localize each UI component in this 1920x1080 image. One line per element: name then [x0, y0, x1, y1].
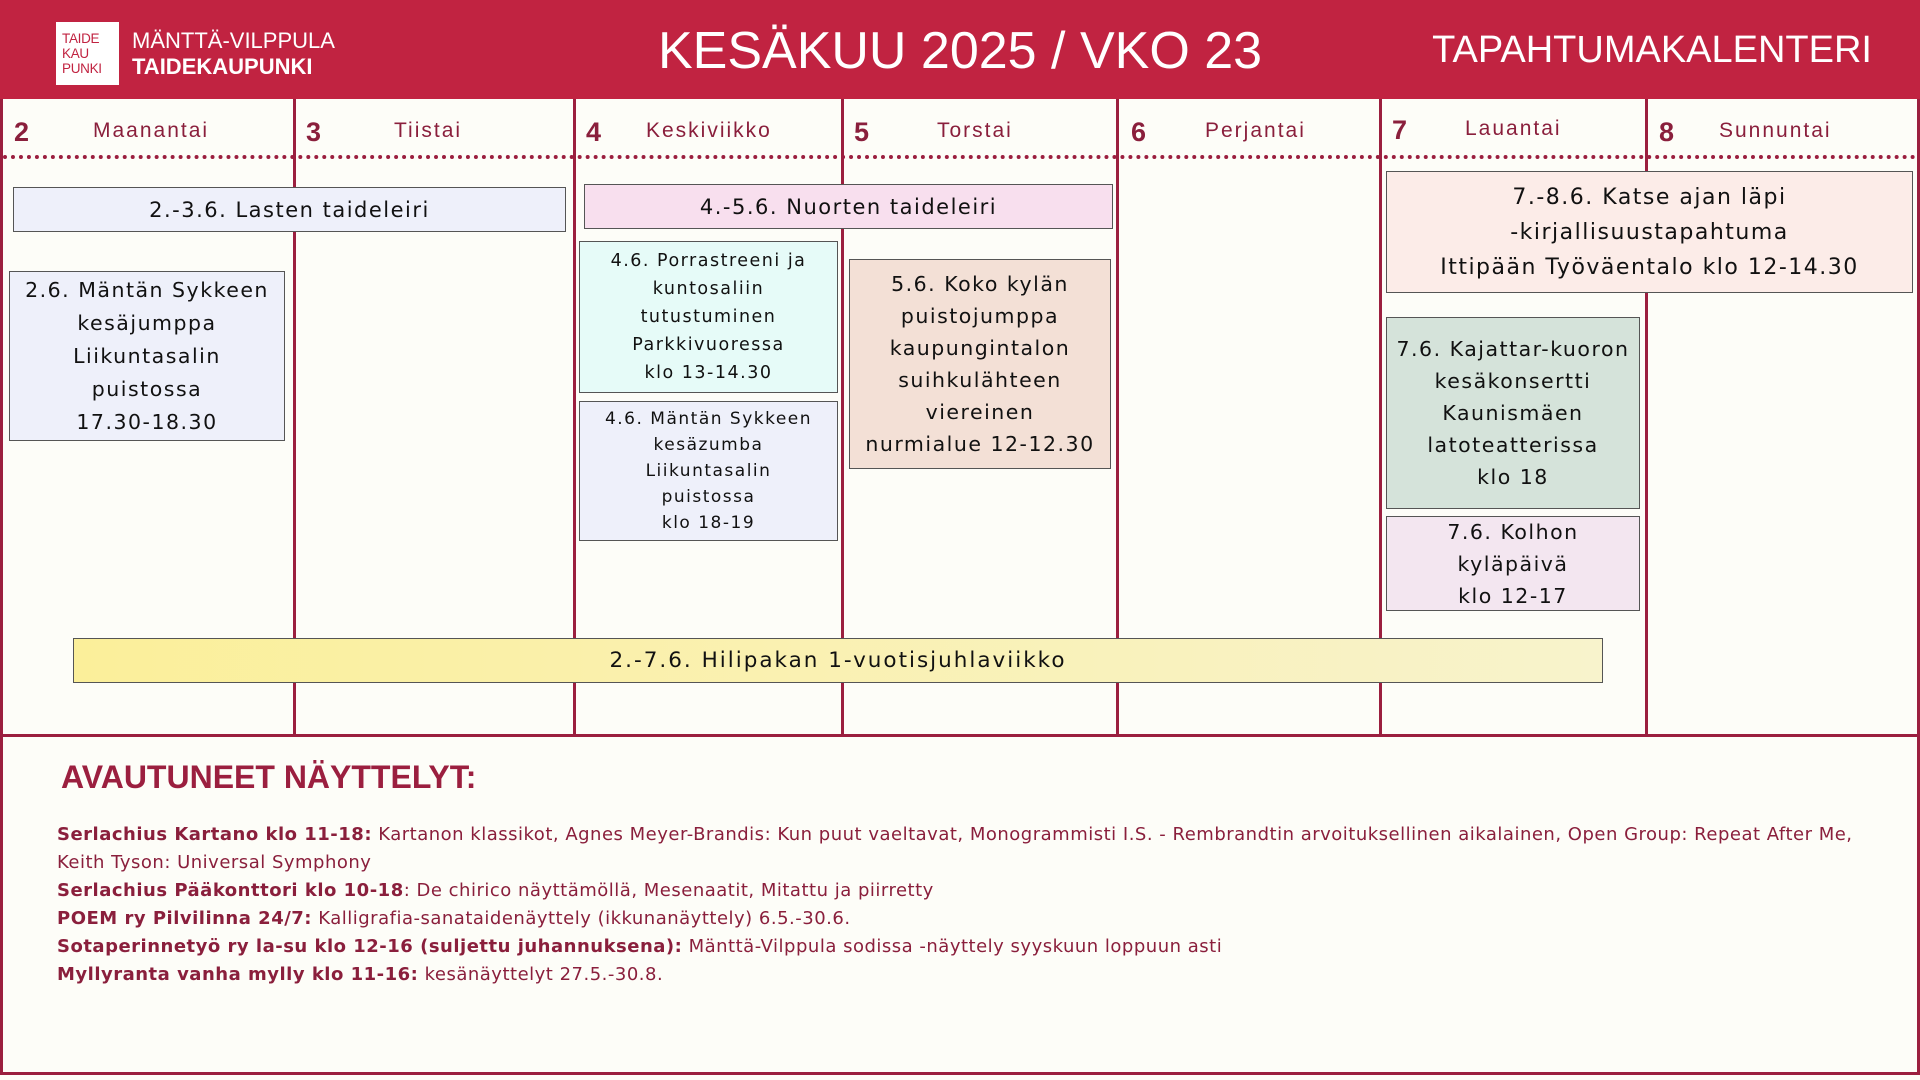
exhibition-desc: Kalligrafia-sanataidenäyttely (ikkunanäyttely) 6.5.-30.6.: [312, 908, 851, 929]
exhibition-item: [57, 821, 1857, 877]
exhibition-desc: Mänttä-Vilppula sodissa -näyttely syyskuun loppuun asti: [682, 936, 1223, 957]
event-label: 5.6. Koko kylän puistojumppa kaupungintalon suihkulähteen viereinen nurmialue 12-12.30: [865, 272, 1095, 456]
day-name-wed: Keskiviikko: [646, 119, 772, 142]
event-label: 7.-8.6. Katse ajan läpi -kirjallisuustapahtuma Ittipään Työväentalo klo 12-14.30: [1440, 184, 1859, 280]
event-katse-ajan-lapi[interactable]: [1386, 171, 1913, 293]
exhibitions-panel: [0, 737, 1920, 1075]
event-lasten-taideleiri[interactable]: [13, 187, 566, 232]
city-name: MÄNTTÄ-VILPPULA: [132, 28, 335, 53]
event-nuorten-taideleiri[interactable]: [584, 184, 1113, 229]
exhibition-place: Serlachius Pääkonttori klo 10-18: [57, 880, 404, 901]
day-name-mon: Maanantai: [93, 119, 210, 142]
day-number-thu: 5: [854, 117, 870, 147]
event-syke-kesazumba[interactable]: [579, 401, 838, 541]
exhibition-desc: : De chirico näyttämöllä, Mesenaatit, Mitattu ja piirretty: [403, 880, 934, 901]
event-koko-kylan-puistojumppa[interactable]: [849, 259, 1111, 469]
day-number-tue: 3: [306, 117, 322, 147]
logo-line-1: TAIDE: [62, 31, 100, 46]
exhibition-place: Sotaperinnetyö ry la-su klo 12-16 (suljettu juhannuksena):: [57, 936, 683, 957]
exhibition-desc: kesänäyttelyt 27.5.-30.8.: [418, 964, 664, 985]
exhibition-place: Serlachius Kartano klo 11-18:: [57, 824, 373, 845]
event-label: 4.-5.6. Nuorten taideleiri: [699, 194, 998, 219]
header-divider: [3, 155, 1917, 159]
logo-line-2: KAU: [62, 46, 89, 61]
event-label: 4.6. Porrastreeni ja kuntosaliin tutustuminen Parkkivuoressa klo 13-14.30: [610, 251, 807, 383]
calendar-label: TAPAHTUMAKALENTERI: [1432, 29, 1872, 71]
day-number-wed: 4: [586, 117, 602, 147]
day-number-sun: 8: [1659, 117, 1675, 147]
event-label: 2.-3.6. Lasten taideleiri: [149, 197, 430, 222]
exhibitions-list: [57, 821, 1857, 989]
logo-line-3: PUNKI: [62, 61, 102, 76]
day-name-thu: Torstai: [937, 119, 1013, 142]
event-hilipakan-juhlaviikko[interactable]: [73, 638, 1603, 683]
event-label: 7.6. Kajattar-kuoron kesäkonsertti Kaunismäen latoteatterissa klo 18: [1396, 337, 1630, 489]
event-kajattar-kesakonsertti[interactable]: [1386, 317, 1640, 509]
event-label: 2.-7.6. Hilipakan 1-vuotisjuhlaviikko: [609, 648, 1067, 673]
event-kolhon-kylapaiva[interactable]: [1386, 516, 1640, 611]
exhibitions-title: AVAUTUNEET NÄYTTELYT:: [61, 759, 477, 795]
day-name-sun: Sunnuntai: [1719, 119, 1832, 142]
page-title: KESÄKUU 2025 / VKO 23: [657, 22, 1263, 80]
day-number-sat: 7: [1392, 115, 1408, 145]
exhibition-item: [57, 877, 1857, 905]
event-label: 4.6. Mäntän Sykkeen kesäzumba Liikuntasalin puistossa klo 18-19: [604, 409, 813, 533]
day-number-mon: 2: [14, 117, 30, 147]
exhibition-item: [57, 933, 1857, 961]
exhibition-item: [57, 905, 1857, 933]
event-label: 7.6. Kolhon kyläpäivä klo 12-17: [1447, 519, 1579, 608]
day-name-tue: Tiistai: [394, 119, 463, 142]
event-syke-kesajumppa[interactable]: [9, 271, 285, 441]
day-number-fri: 6: [1131, 117, 1147, 147]
exhibition-item: [57, 961, 1857, 989]
event-label: 2.6. Mäntän Sykkeen kesäjumppa Liikuntasalin puistossa 17.30-18.30: [25, 277, 269, 434]
week-calendar-grid: [0, 99, 1920, 737]
city-tagline: TAIDEKAUPUNKI: [132, 54, 313, 79]
header-bar: [0, 0, 1920, 99]
exhibition-place: Myllyranta vanha mylly klo 11-16:: [57, 964, 419, 985]
exhibition-place: POEM ry Pilvilinna 24/7:: [57, 908, 313, 929]
day-name-fri: Perjantai: [1205, 119, 1306, 142]
event-porrastreeni[interactable]: [579, 241, 838, 393]
day-name-sat: Lauantai: [1465, 117, 1562, 140]
exhibition-desc: Kartanon klassikot, Agnes Meyer-Brandis: Kun puut vaeltavat, Monogrammisti I.S. - Rembrandtin arvoituksellinen aikalainen, Open Group: Repeat After Me, Keith Tyson: Universal Symphony: [57, 824, 1853, 873]
